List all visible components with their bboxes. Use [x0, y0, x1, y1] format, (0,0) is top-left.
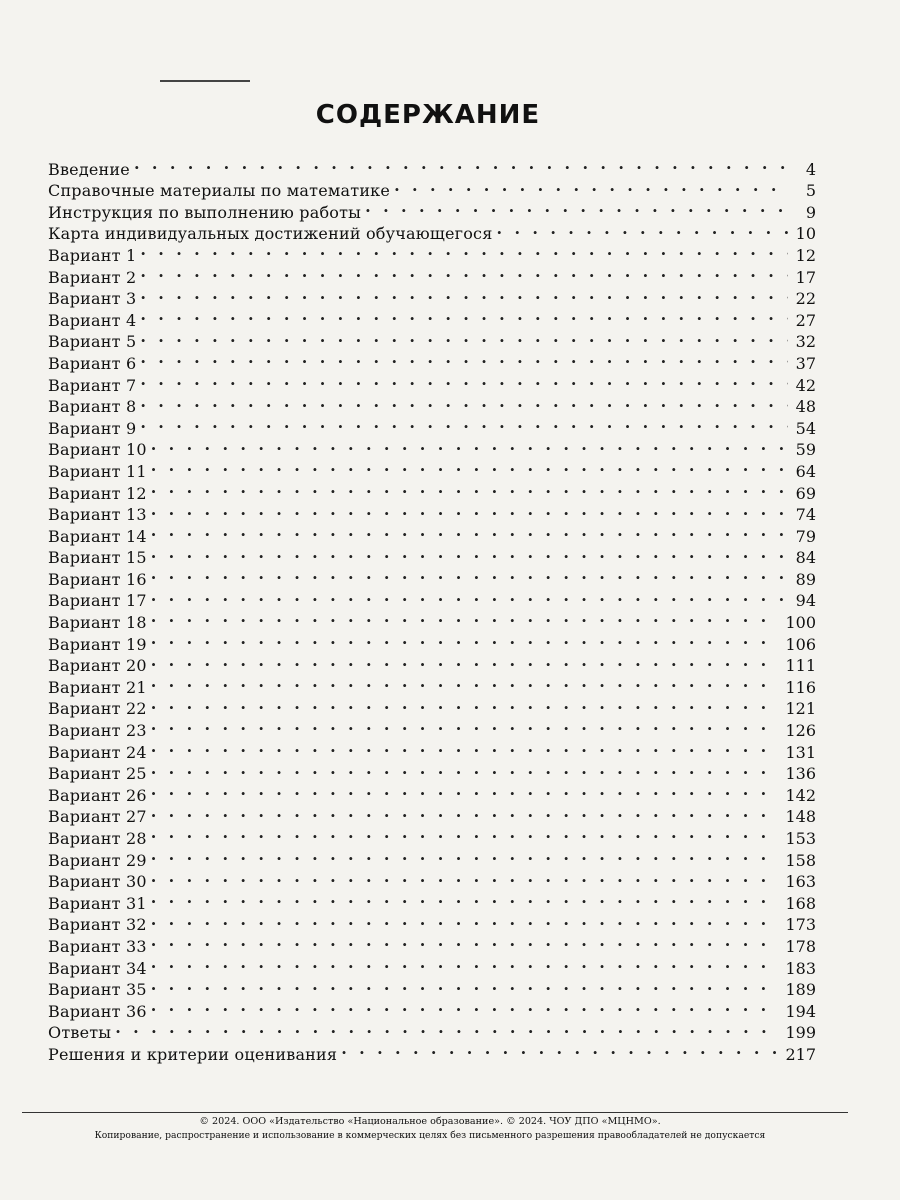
toc-entry-page-number: 22	[795, 289, 816, 309]
header-rule	[160, 80, 250, 82]
toc-entry-label: Вариант 14	[48, 526, 147, 546]
toc-entry-page-number: 9	[805, 202, 816, 222]
toc-entry-label: Вариант 31	[48, 893, 147, 913]
toc-entry	[48, 995, 816, 1021]
toc-entry-label: Вариант 18	[48, 613, 147, 633]
toc-dot-leader	[151, 714, 780, 736]
toc-entry	[48, 693, 816, 719]
toc-entry-page-number: 79	[795, 526, 816, 546]
toc-entry-label: Вариант 20	[48, 656, 147, 676]
toc-dot-leader	[151, 736, 780, 758]
toc-entry-page-number: 183	[785, 958, 816, 978]
toc-entry-label: Вариант 19	[48, 634, 147, 654]
toc-dot-leader	[151, 887, 780, 909]
toc-entry-page-number: 168	[785, 893, 816, 913]
toc-entry	[48, 542, 816, 568]
toc-entry-label: Вариант 10	[48, 440, 147, 460]
toc-dot-leader	[151, 585, 788, 607]
toc-entry-label: Вариант 11	[48, 461, 147, 481]
toc-entry	[48, 412, 816, 438]
toc-entry	[48, 758, 816, 784]
toc-entry-label: Вариант 26	[48, 785, 147, 805]
toc-entry-page-number: 217	[785, 1044, 816, 1064]
toc-entry	[48, 801, 816, 827]
toc-entry	[48, 261, 816, 287]
toc-entry-page-number: 54	[795, 418, 816, 438]
toc-entry	[48, 175, 816, 201]
toc-entry-label: Вариант 30	[48, 872, 147, 892]
toc-entry-label: Вариант 28	[48, 829, 147, 848]
toc-dot-leader	[151, 779, 780, 801]
toc-entry-label: Вариант 21	[48, 677, 147, 697]
toc-entry-label: Вариант 4	[48, 310, 137, 330]
toc-entry-page-number: 163	[785, 872, 816, 892]
toc-dot-leader	[151, 477, 788, 499]
toc-dot-leader	[115, 1017, 779, 1039]
toc-entry	[48, 347, 816, 373]
toc-dot-leader	[151, 455, 788, 477]
toc-dot-leader	[151, 671, 780, 693]
toc-entry-label: Вариант 24	[48, 742, 147, 762]
toc-entry-label: Вариант 1	[48, 245, 137, 265]
toc-entry	[48, 563, 816, 589]
toc-entry-label: Вариант 27	[48, 807, 147, 827]
toc-entry	[48, 239, 816, 265]
toc-entry-page-number: 37	[795, 353, 816, 373]
toc-entry	[48, 434, 816, 460]
toc-dot-leader	[151, 866, 780, 888]
toc-entry-label: Вариант 9	[48, 418, 137, 438]
toc-entry-page-number: 121	[785, 699, 816, 719]
toc-entry	[48, 499, 816, 525]
toc-entry-page-number: 5	[805, 181, 816, 201]
toc-dot-leader	[151, 974, 780, 996]
toc-entry	[48, 391, 816, 417]
toc-dot-leader	[151, 499, 788, 521]
toc-entry-page-number: 59	[795, 440, 816, 460]
toc-entry	[48, 822, 816, 848]
toc-entry	[48, 866, 816, 892]
toc-entry-label: Вариант 22	[48, 699, 147, 719]
toc-entry-label: Справочные материалы по математике	[48, 181, 391, 201]
toc-entry-page-number: 111	[785, 656, 816, 676]
toc-dot-leader	[140, 261, 788, 283]
toc-entry-page-number: 178	[785, 936, 816, 956]
toc-dot-leader	[151, 434, 788, 456]
toc-dot-leader	[497, 218, 788, 240]
toc-entry-label: Вариант 35	[48, 980, 147, 1000]
toc-dot-leader	[140, 304, 788, 326]
toc-entry-page-number: 10	[795, 224, 816, 244]
toc-entry-page-number: 32	[795, 332, 816, 352]
toc-dot-leader	[151, 822, 780, 844]
toc-dot-leader	[151, 758, 780, 780]
toc-entry	[48, 650, 816, 676]
toc-entry-page-number: 74	[795, 505, 816, 525]
toc-dot-leader	[151, 693, 780, 715]
toc-dot-leader	[140, 391, 788, 413]
toc-dot-leader	[151, 930, 780, 952]
toc-entry	[48, 974, 816, 1000]
footer-notice: Копирование, распространение и использование в коммерческих целях без письменного разрешения правообладателей не допускается	[94, 1130, 766, 1141]
toc-entry-page-number: 100	[785, 613, 816, 633]
toc-entry	[48, 887, 816, 913]
toc-entry-label: Инструкция по выполнению работы	[48, 202, 362, 222]
toc-entry-page-number: 194	[785, 1001, 816, 1021]
toc-dot-leader	[140, 369, 788, 391]
toc-entry-page-number: 94	[795, 591, 816, 611]
page-title: СОДЕРЖАНИЕ	[315, 100, 541, 130]
toc-dot-leader	[140, 412, 788, 434]
toc-entry	[48, 606, 816, 633]
toc-entry-page-number: 12	[795, 245, 816, 265]
toc-entry-label: Вариант 8	[48, 397, 137, 417]
toc-entry-page-number: 42	[795, 375, 816, 395]
toc-dot-leader	[151, 650, 780, 672]
toc-dot-leader	[151, 909, 780, 931]
toc-entry-label: Вариант 29	[48, 850, 147, 870]
toc-entry-page-number: 173	[785, 915, 816, 935]
toc-entry-page-number: 199	[785, 1023, 816, 1043]
toc-entry-page-number: 126	[785, 721, 816, 741]
toc-entry-page-number: 17	[795, 267, 816, 287]
toc-entry	[48, 1038, 816, 1064]
toc-entry	[48, 477, 816, 503]
toc-dot-leader	[151, 606, 780, 628]
toc-entry	[48, 671, 816, 697]
toc-entry-label: Вариант 36	[48, 1001, 147, 1021]
toc-dot-leader	[140, 326, 788, 348]
toc-entry-page-number: 89	[795, 569, 816, 589]
toc-dot-leader	[140, 283, 788, 305]
toc-entry-label: Вариант 34	[48, 958, 147, 978]
toc-entry-label: Вариант 6	[48, 353, 137, 373]
toc-entry-label: Вариант 32	[48, 915, 147, 935]
toc-entry	[48, 585, 816, 611]
toc-entry-page-number: 189	[785, 980, 816, 1000]
toc-entry-page-number: 48	[795, 397, 816, 417]
toc-entry	[48, 714, 816, 741]
toc-entry	[48, 736, 816, 762]
toc-entry-label: Карта индивидуальных достижений обучающегося	[48, 224, 493, 244]
toc-entry-page-number: 84	[795, 548, 816, 568]
toc-dot-leader	[151, 563, 788, 585]
toc-entry-page-number: 69	[795, 483, 816, 503]
toc-dot-leader	[140, 239, 788, 261]
toc-dot-leader	[394, 175, 788, 197]
toc-entry-page-number: 158	[785, 850, 816, 870]
footer-rule	[22, 1112, 848, 1113]
toc-entry-label: Вариант 3	[48, 289, 137, 309]
toc-entry	[48, 930, 816, 956]
toc-entry-page-number: 148	[785, 807, 816, 827]
toc-dot-leader	[365, 196, 788, 218]
toc-entry-page-number: 116	[785, 677, 816, 697]
toc-entry-page-number: 136	[785, 764, 816, 784]
toc-dot-leader	[341, 1038, 779, 1060]
toc-entry	[48, 455, 816, 481]
toc-entry	[48, 153, 816, 179]
toc-dot-leader	[140, 347, 788, 369]
toc-entry	[48, 304, 816, 330]
toc-dot-leader	[151, 844, 780, 866]
table-of-contents	[48, 153, 816, 1064]
toc-entry-page-number: 27	[795, 310, 816, 330]
toc-entry-label: Вариант 33	[48, 936, 147, 956]
toc-entry-page-number: 106	[785, 634, 816, 654]
toc-entry-label: Вариант 2	[48, 267, 137, 287]
toc-entry	[48, 628, 816, 654]
toc-entry-page-number: 131	[785, 742, 816, 762]
toc-dot-leader	[151, 952, 780, 974]
footer-copyright: © 2024. ООО «Издательство «Национальное образование». © 2024. ЧОУ ДПО «МЦНМО».	[199, 1116, 661, 1127]
toc-entry-label: Вариант 7	[48, 375, 137, 395]
toc-entry-page-number: 153	[785, 829, 816, 848]
toc-entry-label: Вариант 13	[48, 505, 147, 525]
toc-entry	[48, 844, 816, 870]
toc-entry-page-number: 64	[795, 461, 816, 481]
toc-entry	[48, 520, 816, 546]
toc-entry	[48, 909, 816, 935]
toc-entry	[48, 326, 816, 352]
toc-dot-leader	[151, 995, 780, 1017]
toc-entry	[48, 283, 816, 309]
toc-entry-label: Решения и критерии оценивания	[48, 1044, 338, 1064]
toc-dot-leader	[151, 801, 780, 823]
toc-entry	[48, 369, 816, 395]
toc-entry	[48, 1017, 816, 1043]
toc-entry-label: Вариант 15	[48, 548, 147, 568]
toc-entry-label: Вариант 23	[48, 721, 147, 741]
toc-entry-page-number: 142	[785, 785, 816, 805]
toc-entry-label: Вариант 16	[48, 569, 147, 589]
toc-dot-leader	[151, 520, 788, 542]
toc-entry-label: Вариант 5	[48, 332, 137, 352]
toc-entry-page-number: 4	[805, 159, 816, 179]
toc-entry-label: Вариант 17	[48, 591, 147, 611]
toc-entry	[48, 952, 816, 978]
toc-entry-label: Ответы	[48, 1023, 112, 1043]
toc-entry-label: Вариант 12	[48, 483, 147, 503]
toc-dot-leader	[151, 542, 788, 564]
toc-entry	[48, 779, 816, 805]
toc-dot-leader	[134, 153, 788, 175]
toc-dot-leader	[151, 628, 780, 650]
toc-entry-label: Введение	[48, 159, 130, 179]
toc-entry-label: Вариант 25	[48, 764, 147, 784]
